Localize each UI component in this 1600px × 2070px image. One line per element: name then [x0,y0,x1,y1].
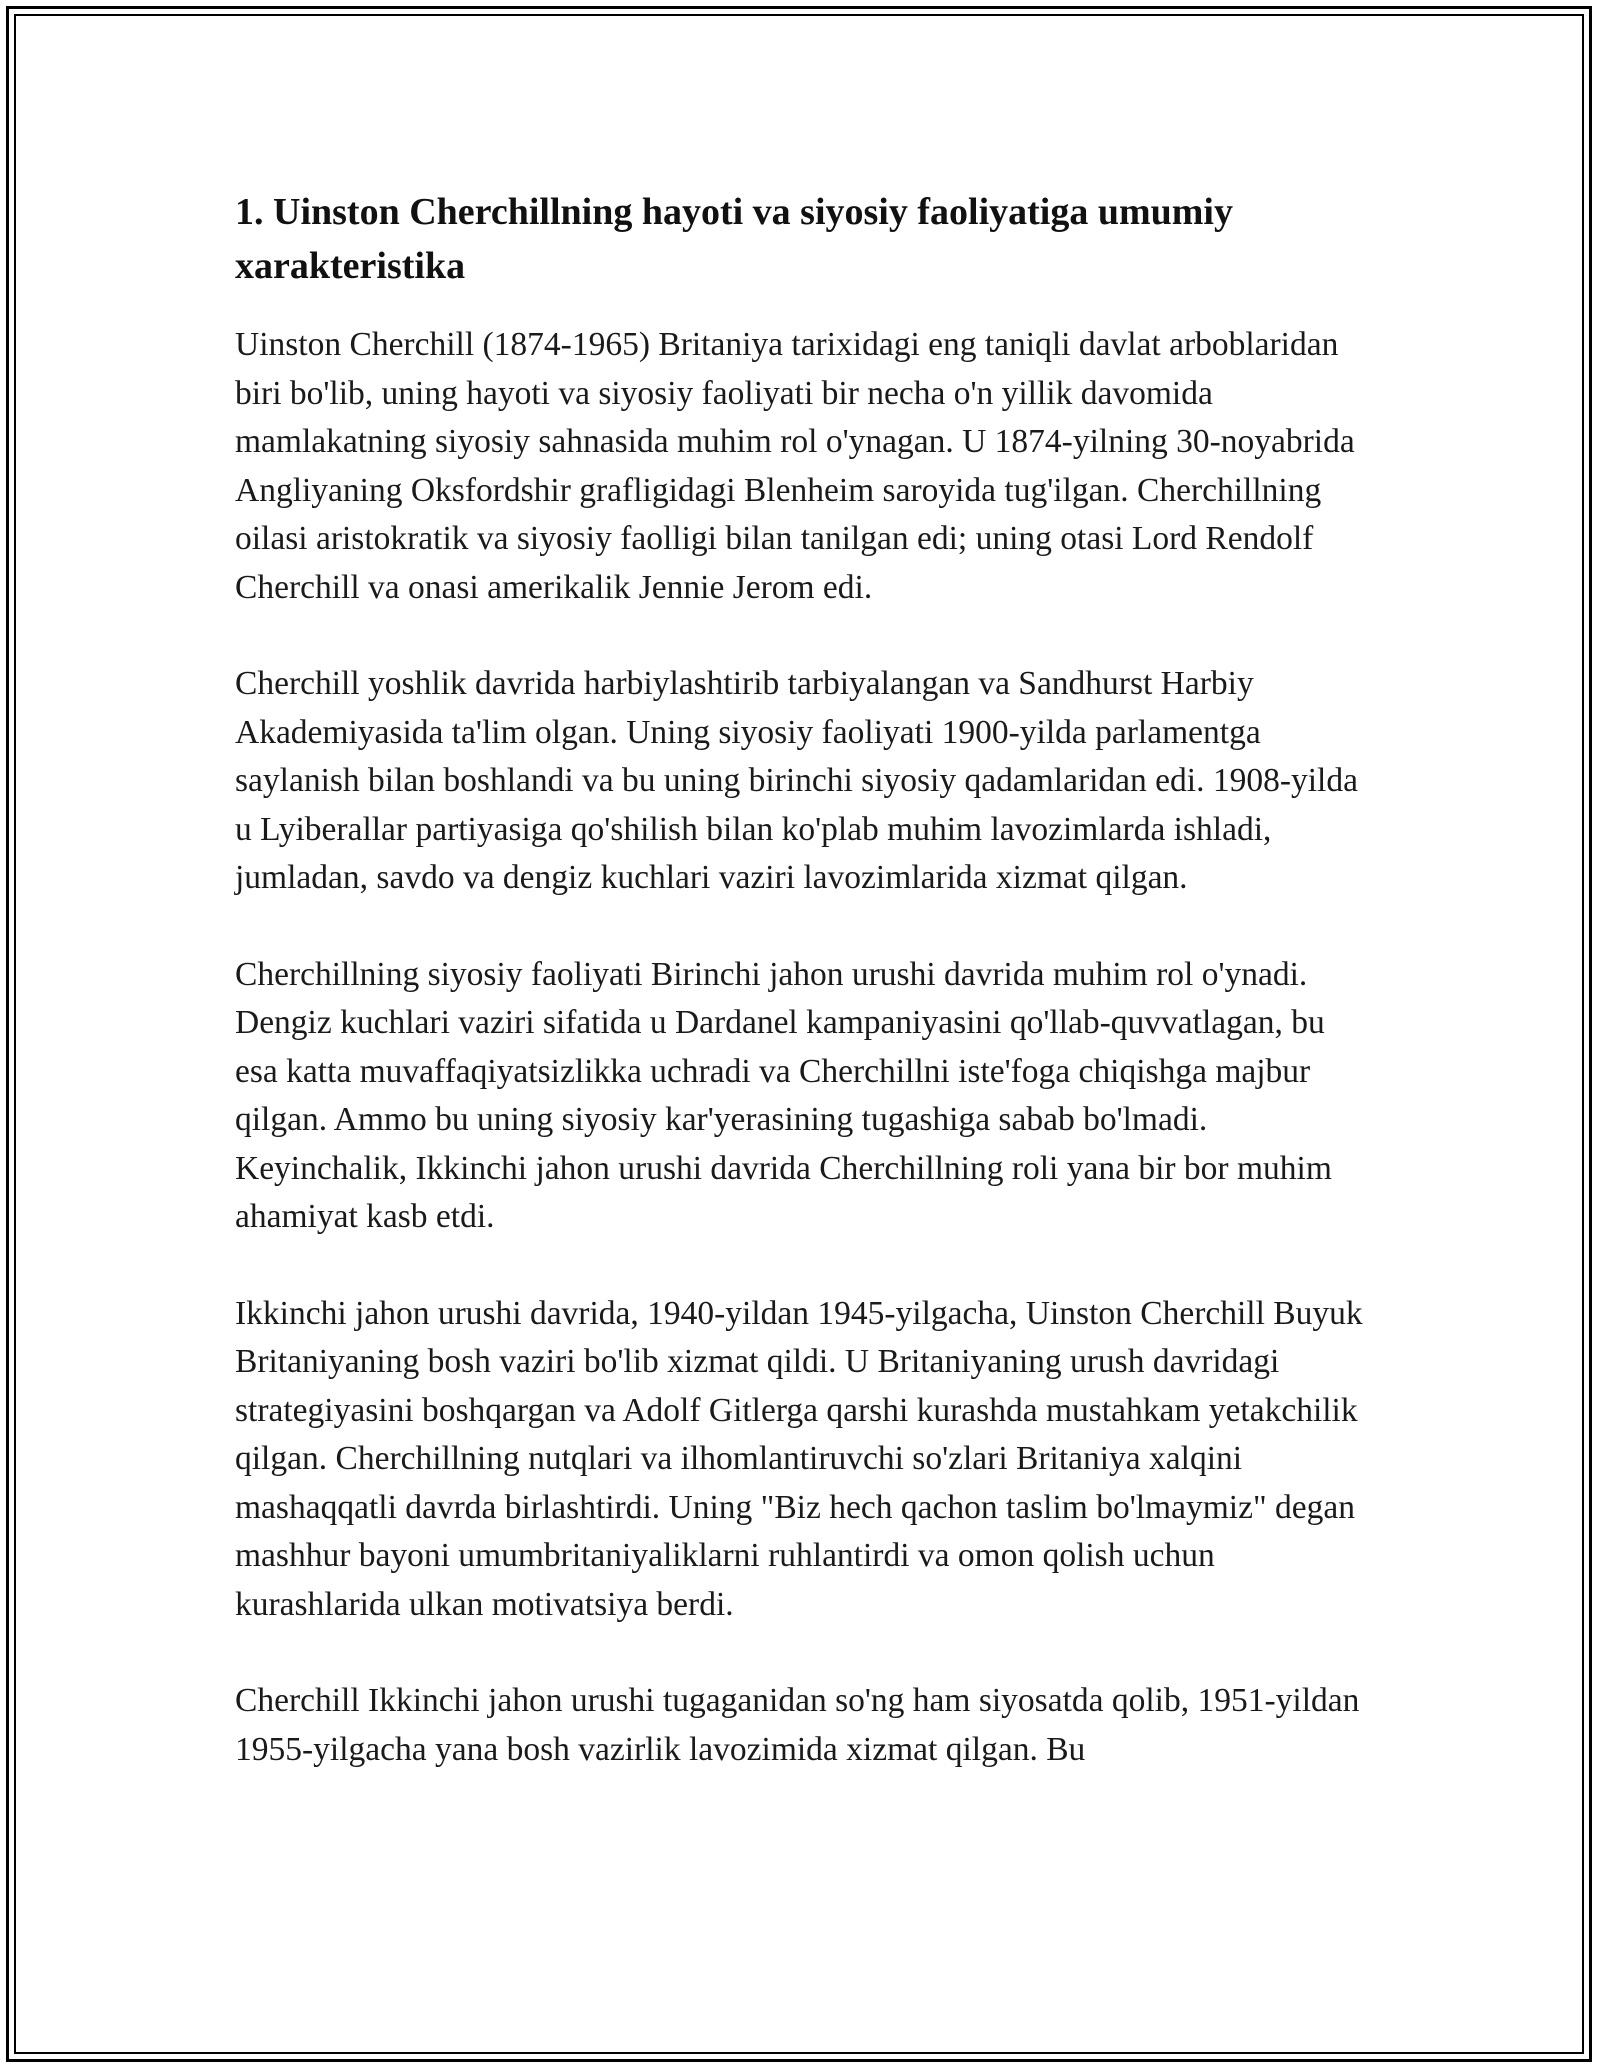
paragraph-3: Cherchillning siyosiy faoliyati Birinchi jahon urushi davrida muhim rol o'ynadi. Dengiz kuchlari vaziri sifatida u Dardanel kampaniyasini qo'llab-quvvatlagan, bu esa katta muvaffaqiyatsizlikka uchradi va Cherchillni iste'foga chiqishga majbur qilgan. Ammo bu uning siyosiy kar'yerasining tugashiga sabab bo'lmadi. Keyinchalik, Ikkinchi jahon urushi davrida Cherchillning roli yana bir bor muhim ahamiyat kasb etdi. [235,955,1332,1235]
document-body [235,185,1370,1822]
paragraph-5: Cherchill Ikkinchi jahon urushi tugaganidan so'ng ham siyosatda qolib, 1951-yildan 1955-yilgacha yana bosh vazirlik lavozimida xizmat qilgan. Bu [235,1682,1360,1768]
section-heading: 1. Uinston Cherchillning hayoti va siyosiy faoliyatiga umumiy xarakteristika [235,191,1233,287]
paragraph-1: Uinston Cherchill (1874-1965) Britaniya tarixidagi eng taniqli davlat arboblaridan biri bo'lib, uning hayoti va siyosiy faoliyati bir necha o'n yillik davomida mamlakatning siyosiy sahnasida muhim rol o'ynagan. U 1874-yilning 30-noyabrida Angliyaning Oksfordshir grafligidagi Blenheim saroyida tug'ilgan. Cherchillning oilasi aristokratik va siyosiy faolligi bilan tanilgan edi; uning otasi Lord Rendolf Cherchill va onasi amerikalik Jennie Jerom edi. [235,326,1355,606]
paragraph-4: Ikkinchi jahon urushi davrida, 1940-yildan 1945-yilgacha, Uinston Cherchill Buyuk Britaniyaning bosh vaziri bo'lib xizmat qildi. U Britaniyaning urush davridagi strategiyasini boshqargan va Adolf Gitlerga qarshi kurashda mustahkam yetakchilik qilgan. Cherchillning nutqlari va ilhomlantiruvchi so'zlari Britaniya xalqini mashaqqatli davrda birlashtirdi. Uning "Biz hech qachon taslim bo'lmaymiz" degan mashhur bayoni umumbritaniyaliklarni ruhlantirdi va omon qolish uchun kurashlarida ulkan motivatsiya berdi. [235,1294,1363,1623]
paragraph-2: Cherchill yoshlik davrida harbiylashtirib tarbiyalangan va Sandhurst Harbiy Akademiyasida ta'lim olgan. Uning siyosiy faoliyati 1900-yilda parlamentga saylanish bilan boshlandi va bu uning birinchi siyosiy qadamlaridan edi. 1908-yilda u Lyiberallar partiyasiga qo'shilish bilan ko'plab muhim lavozimlarda ishladi, jumladan, savdo va dengiz kuchlari vaziri lavozimlarida xizmat qilgan. [235,665,1358,896]
